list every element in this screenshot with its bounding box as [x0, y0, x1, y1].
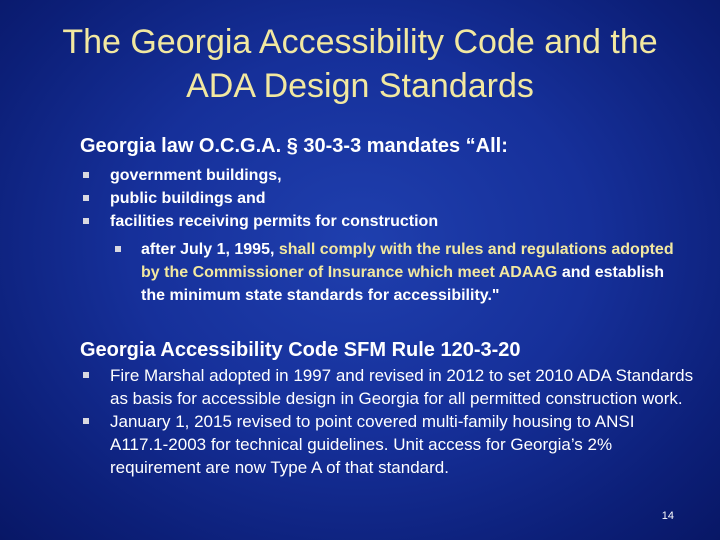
sub-item-text-highlight: shall comply with the rules and regulations adopted by the Commissioner of Insurance which meet ADAAG — [141, 241, 674, 281]
square-bullet-icon — [115, 246, 121, 252]
list-item: public buildings and — [110, 187, 438, 210]
sfm-rule-list — [110, 364, 695, 479]
list-item: government buildings, — [110, 164, 438, 187]
page-number: 14 — [661, 510, 674, 522]
square-bullet-icon — [83, 172, 89, 178]
list-item: Fire Marshal adopted in 1997 and revised in 2012 to set 2010 ADA Standards as basis for accessible design in Georgia for all permitted construction work. — [110, 364, 695, 410]
sub-item-text-3: and establish the minimum state standards for accessibility." — [141, 264, 665, 304]
list-item: facilities receiving permits for construction — [110, 210, 438, 233]
square-bullet-icon — [83, 372, 89, 378]
square-bullet-icon — [83, 418, 89, 424]
square-bullet-icon — [83, 195, 89, 201]
title-line-2: ADA Design Standards — [186, 67, 534, 105]
georgia-law-list — [110, 164, 438, 233]
square-bullet-icon — [83, 218, 89, 224]
sub-list-item — [141, 238, 681, 307]
sub-item-text-1: after July 1, 1995, — [141, 241, 279, 258]
section-heading-sfm-rule: Georgia Accessibility Code SFM Rule 120-3-20 — [80, 339, 521, 361]
section-heading-georgia-law: Georgia law O.C.G.A. § 30-3-3 mandates “All: — [80, 135, 508, 157]
title-line-1: The Georgia Accessibility Code and the — [62, 23, 658, 61]
list-item: January 1, 2015 revised to point covered multi-family housing to ANSI A117.1-2003 for technical guidelines. Unit access for Georgia’s 2% requirement are now Type A of that standard. — [110, 410, 695, 479]
slide-title — [0, 20, 720, 108]
